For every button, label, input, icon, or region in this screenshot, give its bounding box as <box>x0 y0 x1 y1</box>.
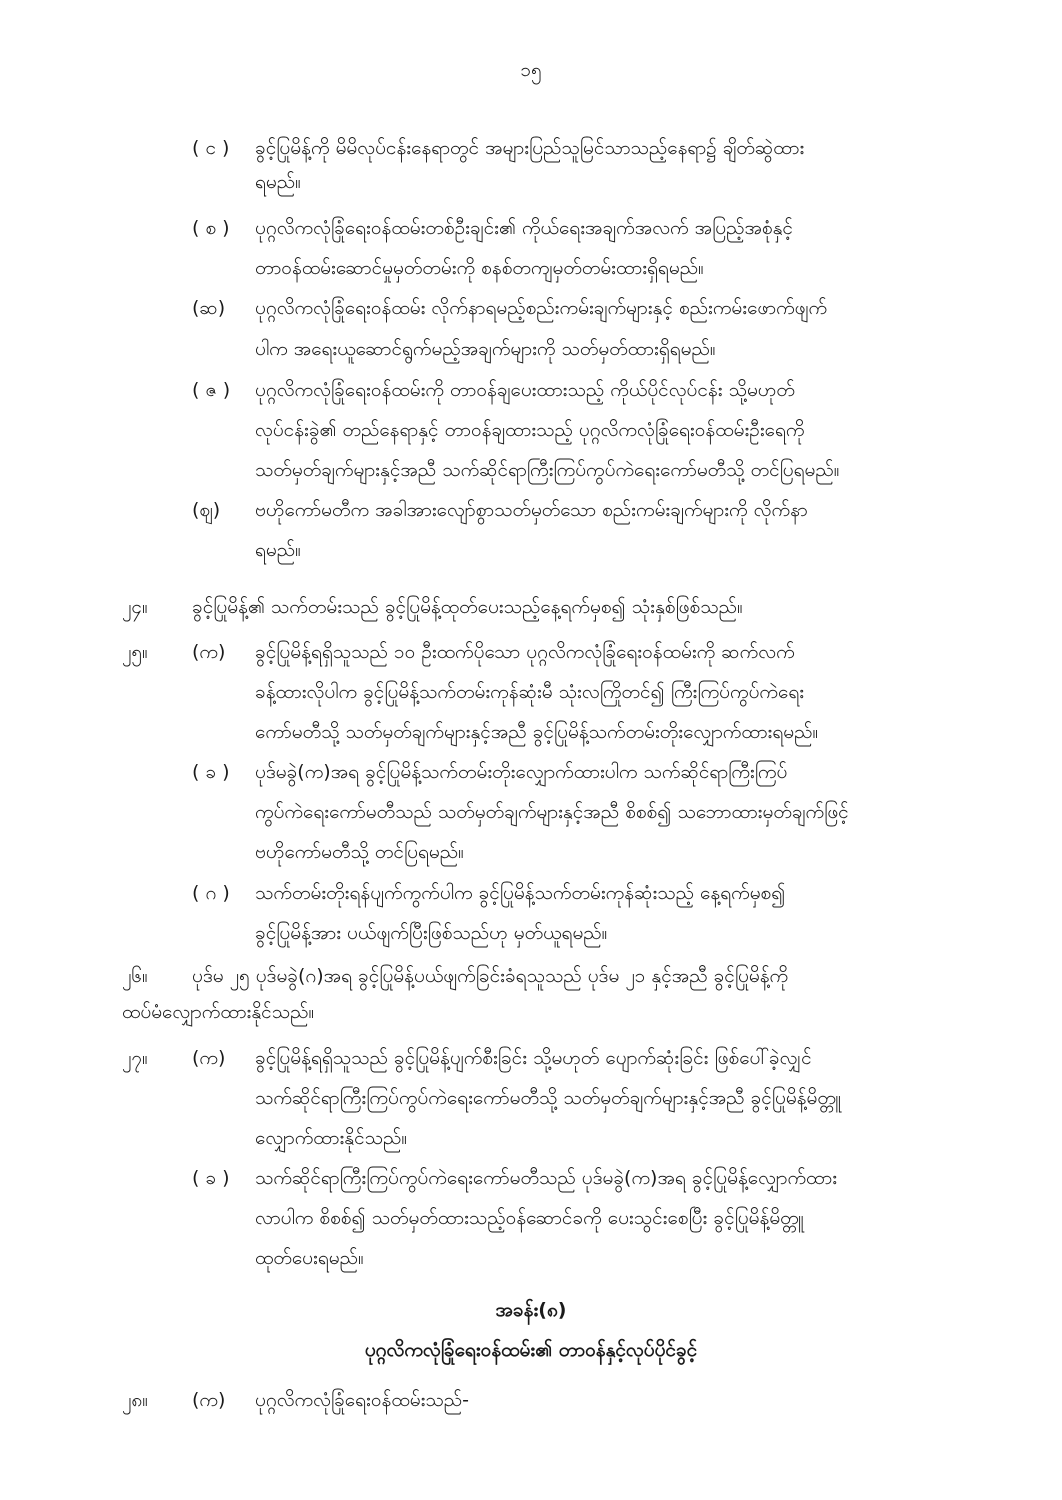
clause-label: ( စ ) <box>192 217 230 239</box>
section-number: ၂၄။ <box>122 596 148 618</box>
section-number: ၂၅။ <box>122 641 148 663</box>
section-text: ထပ်မံလျှောက်ထားနိုင်သည်။ <box>122 1001 315 1023</box>
section-number: ၂၈။ <box>122 1389 148 1411</box>
clause-text: တာဝန်ထမ်းဆောင်မှုမှတ်တမ်းကို စနစ်တကျမှတ်တမ်းထားရှိရမည်။ <box>255 257 704 279</box>
section-text: ပုဒ်မ ၂၅ ပုဒ်မခွဲ(ဂ)အရ ခွင့်ပြုမိန့်ပယ်ဖျက်ခြင်းခံရသူသည် ပုဒ်မ ၂၁ နှင့်အညီ ခွင့်ပြုမိန့်ကို <box>192 965 789 987</box>
clause-text: သက်ဆိုင်ရာကြီးကြပ်ကွပ်ကဲရေးကော်မတီသည် ပုဒ်မခွဲ(က)အရ ခွင့်ပြုမိန့်လျှောက်ထား <box>255 1167 838 1189</box>
clause-text: လာပါက စိစစ်၍ သတ်မှတ်ထားသည့်ဝန်ဆောင်ခကို ပေးသွင်းစေပြီး ခွင့်ပြုမိန့်မိတ္တူ <box>255 1207 805 1229</box>
clause-label: (ဆ) <box>192 297 226 319</box>
clause-text: ထုတ်ပေးရမည်။ <box>255 1247 364 1269</box>
clause-text: ပါက အရေးယူဆောင်ရွက်မည့်အချက်များကို သတ်မှတ်ထားရှိရမည်။ <box>255 338 716 360</box>
clause-text: ပုဂ္ဂလိကလုံခြုံရေးဝန်ထမ်းကို တာဝန်ချပေးထားသည့် ကိုယ်ပိုင်လုပ်ငန်း သို့မဟုတ် <box>255 379 795 401</box>
page-number: ၁၅ <box>520 59 542 81</box>
clause-text: ရမည်။ <box>255 171 301 193</box>
clause-text: ပုဂ္ဂလိကလုံခြုံရေးဝန်ထမ်းတစ်ဦးချင်း၏ ကိုယ်ရေးအချက်အလက် အပြည့်အစုံနှင့် <box>255 217 793 239</box>
clause-text: ခွင့်ပြုမိန့်ကို မိမိလုပ်ငန်းနေရာတွင် အများပြည်သူမြင်သာသည့်နေရာ၌ ချိတ်ဆွဲထား <box>255 137 805 159</box>
section-number: ၂၇။ <box>122 1047 148 1069</box>
clause-text: သက်ဆိုင်ရာကြီးကြပ်ကွပ်ကဲရေးကော်မတီသို့ သတ်မှတ်ချက်များနှင့်အညီ ခွင့်ပြုမိန့်မိတ္တူ <box>255 1087 842 1109</box>
section-number: ၂၆။ <box>122 965 148 987</box>
chapter-label: အခန်း(၈) <box>495 1299 567 1321</box>
clause-text: ခန့်ထားလိုပါက ခွင့်ပြုမိန့်သက်တမ်းကုန်ဆုံးမီ သုံးလကြိုတင်၍ ကြီးကြပ်ကွပ်ကဲရေး <box>255 681 805 703</box>
clause-label: (က) <box>192 641 226 663</box>
clause-label: ( င ) <box>192 137 230 159</box>
clause-text: သတ်မှတ်ချက်များနှင့်အညီ သက်ဆိုင်ရာကြီးကြပ်ကွပ်ကဲရေးကော်မတီသို့ တင်ပြရမည်။ <box>255 459 840 481</box>
clause-label: (က) <box>192 1389 226 1411</box>
clause-label: ( ခ ) <box>192 761 230 783</box>
clause-text: ပုဒ်မခွဲ(က)အရ ခွင့်ပြုမိန့်သက်တမ်းတိုးလျှောက်ထားပါက သက်ဆိုင်ရာကြီးကြပ် <box>255 761 788 783</box>
clause-label: ( ဇ ) <box>192 379 231 401</box>
clause-text: ခွင့်ပြုမိန့်အား ပယ်ဖျက်ပြီးဖြစ်သည်ဟု မှတ်ယူရမည်။ <box>255 922 608 944</box>
clause-text: ပုဂ္ဂလိကလုံခြုံရေးဝန်ထမ်း လိုက်နာရမည့်စည်းကမ်းချက်များနှင့် စည်းကမ်းဖောက်ဖျက် <box>255 297 828 319</box>
clause-text: ပုဂ္ဂလိကလုံခြုံရေးဝန်ထမ်းသည်- <box>255 1389 469 1411</box>
clause-label: ( ခ ) <box>192 1167 230 1189</box>
clause-text: ရမည်။ <box>255 539 301 561</box>
clause-text: လျှောက်ထားနိုင်သည်။ <box>255 1127 408 1149</box>
clause-label: ( ဂ ) <box>192 882 230 904</box>
clause-text: ဗဟိုကော်မတီက အခါအားလျော်စွာသတ်မှတ်သော စည်းကမ်းချက်များကို လိုက်နာ <box>255 499 808 521</box>
clause-text: ခွင့်ပြုမိန့်ရရှိသူသည် ခွင့်ပြုမိန့်ပျက်စီးခြင်း သို့မဟုတ် ပျောက်ဆုံးခြင်း ဖြစ်ပေါ်ခဲ့လျှင် <box>255 1047 812 1069</box>
chapter-title: ပုဂ္ဂလိကလုံခြုံရေးဝန်ထမ်း၏ တာဝန်နှင့်လုပ်ပိုင်ခွင့် <box>364 1339 698 1361</box>
clause-label: (ဈ) <box>192 499 221 521</box>
clause-text: ကွပ်ကဲရေးကော်မတီသည် သတ်မှတ်ချက်များနှင့်အညီ စိစစ်၍ သဘောထားမှတ်ချက်ဖြင့် <box>255 801 849 823</box>
section-text: ခွင့်ပြုမိန့်၏ သက်တမ်းသည် ခွင့်ပြုမိန့်ထုတ်ပေးသည့်နေ့ရက်မှစ၍ သုံးနှစ်ဖြစ်သည်။ <box>192 596 743 618</box>
clause-text: ကော်မတီသို့ သတ်မှတ်ချက်များနှင့်အညီ ခွင့်ပြုမိန့်သက်တမ်းတိုးလျှောက်ထားရမည်။ <box>255 721 819 743</box>
clause-text: ခွင့်ပြုမိန့်ရရှိသူသည် ၁၀ ဦးထက်ပိုသော ပုဂ္ဂလိကလုံခြုံရေးဝန်ထမ်းကို ဆက်လက် <box>255 641 795 663</box>
clause-label: (က) <box>192 1047 226 1069</box>
clause-text: လုပ်ငန်းခွဲ၏ တည်နေရာနှင့် တာဝန်ချထားသည့် ပုဂ္ဂလိကလုံခြုံရေးဝန်ထမ်းဦးရေကို <box>255 419 805 441</box>
clause-text: ဗဟိုကော်မတီသို့ တင်ပြရမည်။ <box>255 841 464 863</box>
clause-text: သက်တမ်းတိုးရန်ပျက်ကွက်ပါက ခွင့်ပြုမိန့်သက်တမ်းကုန်ဆုံးသည့် နေ့ရက်မှစ၍ <box>255 882 786 904</box>
